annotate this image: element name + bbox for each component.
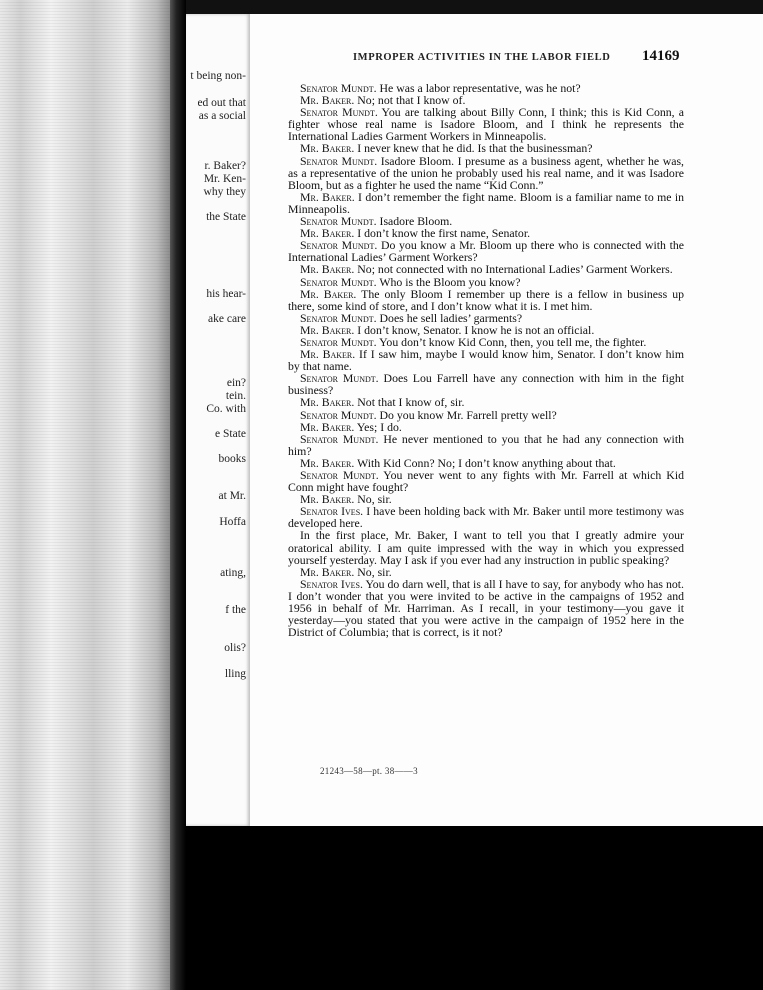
prev-page-line: olis?: [224, 642, 246, 654]
speaker-name: Mr. Baker.: [300, 226, 355, 241]
speech-text: Does Lou Farrell have any connection with him in the fight business?: [288, 371, 685, 398]
prev-page-line: tein.: [225, 390, 246, 402]
speaker-name: Senator Ives.: [300, 504, 364, 519]
prev-page-line: e State: [215, 428, 246, 440]
transcript-paragraph: [288, 433, 684, 457]
prev-page-line: as a social: [198, 110, 246, 122]
speaker-name: Mr. Baker.: [300, 564, 355, 579]
speaker-name: Mr. Baker.: [300, 419, 355, 434]
speech-text: Do you know a Mr. Bloom up there who is connected with the International Ladies’ Garment Workers?: [288, 238, 685, 265]
transcript-paragraph: [288, 288, 684, 312]
speaker-name: Senator Mundt.: [300, 407, 377, 422]
speech-text: The only Bloom I remember up there is a fellow in business up there, some kind of store, and I don’t know what it is. I met him.: [288, 286, 685, 313]
transcript-paragraph: [288, 372, 684, 396]
prev-page-line: lling: [224, 668, 246, 680]
speech-text: Does he sell ladies’ garments?: [376, 310, 523, 325]
page-number: 14169: [642, 48, 680, 64]
speaker-name: Mr. Baker.: [300, 395, 355, 410]
speaker-name: Mr. Baker.: [300, 455, 355, 470]
speech-text: You don’t know Kid Conn, then, you tell me, the fighter.: [376, 334, 647, 349]
speech-text: I don’t know the first name, Senator.: [354, 226, 531, 241]
prev-page-line: Hoffa: [219, 516, 246, 528]
transcript-paragraph: [288, 529, 684, 565]
speech-text: You do darn well, that is all I have to say, for anybody who has not. I don’t wonder that you were invited to be active in the campaigns of 1952 and 1956 in behalf of Mr. Harriman. As I recall, in your testimony—you gave it yesterday—you stated that you were active in the campaign of 1952 here in the District of Columbia; that is correct, is it not?: [288, 576, 684, 640]
speaker-name: Mr. Baker.: [300, 347, 356, 362]
previous-page-edge: [186, 14, 250, 826]
transcript-paragraph: [288, 106, 684, 142]
speaker-name: Mr. Baker.: [300, 189, 355, 204]
prev-page-line: books: [218, 453, 246, 465]
transcript-body: [288, 82, 684, 638]
speaker-name: Senator Mundt.: [300, 214, 377, 229]
speech-text: No; not connected with no International Ladies’ Garment Workers.: [354, 262, 673, 277]
scanner-edge: [0, 0, 170, 990]
prev-page-line: Co. with: [206, 403, 246, 415]
speaker-name: Senator Mundt.: [300, 274, 377, 289]
speaker-name: Mr. Baker.: [300, 322, 355, 337]
transcript-paragraph: [288, 191, 684, 215]
running-header: IMPROPER ACTIVITIES IN THE LABOR FIELD: [353, 52, 611, 63]
speaker-name: Mr. Baker.: [300, 141, 355, 156]
speech-text: If I saw him, maybe I would know him, Senator. I don’t know him by that name.: [288, 347, 685, 374]
prev-page-line: his hear-: [206, 288, 246, 300]
speech-text: You are talking about Billy Conn, I think; this is Kid Conn, a fighter whose real name is Isadore Bloom, and I think he represents the International Ladies Garment Workers in Minneapolis.: [288, 105, 685, 144]
speaker-name: Senator Mundt.: [300, 334, 377, 349]
speech-text: Not that I know of, sir.: [354, 395, 465, 410]
speech-text: Who is the Bloom you know?: [376, 274, 521, 289]
prev-page-line: at Mr.: [218, 490, 246, 502]
speaker-name: Senator Ives.: [300, 576, 363, 591]
speech-text: No, sir.: [354, 564, 392, 579]
speaker-name: Senator Mundt.: [300, 105, 378, 120]
scan-top-border: [186, 0, 763, 14]
speech-text: Do you know Mr. Farrell pretty well?: [376, 407, 557, 422]
speaker-name: Mr. Baker.: [300, 286, 357, 301]
speech-text: With Kid Conn? No; I don’t know anything about that.: [354, 455, 616, 470]
transcript-paragraph: [288, 469, 684, 493]
speaker-name: Senator Mundt.: [300, 468, 379, 482]
transcript-paragraph: [288, 505, 684, 529]
document-page: [250, 14, 763, 826]
speaker-name: Senator Mundt.: [300, 238, 378, 253]
speech-text: Isadore Bloom.: [376, 214, 453, 229]
transcript-paragraph: [288, 239, 684, 263]
transcript-paragraph: [288, 578, 684, 638]
speaker-name: Senator Mundt.: [300, 153, 378, 168]
prev-page-line: ating,: [220, 567, 246, 579]
transcript-paragraph: [288, 155, 684, 191]
speech-text: No, sir.: [354, 492, 392, 507]
prev-page-line: t being non-: [190, 70, 246, 82]
speaker-name: Senator Mundt.: [300, 81, 377, 95]
speaker-name: Mr. Baker.: [300, 262, 355, 277]
speech-text: He was a labor representative, was he not?: [376, 81, 581, 95]
speech-text: I don’t remember the fight name. Bloom is a familiar name to me in Minneapolis.: [288, 189, 684, 216]
speech-text: I never knew that he did. Is that the businessman?: [354, 141, 593, 156]
prev-page-line: f the: [225, 604, 246, 616]
prev-page-line: ed out that: [197, 97, 246, 109]
speaker-name: Mr. Baker.: [300, 492, 355, 507]
speech-text: No; not that I know of.: [354, 93, 466, 108]
transcript-paragraph: [288, 348, 684, 372]
book-binding: [170, 0, 186, 990]
prev-page-line: r. Baker?: [204, 160, 246, 172]
prev-page-line: ake care: [208, 313, 246, 325]
speech-text: In the first place, Mr. Baker, I want to tell you that I greatly admire your oratorical ability. I am quite impressed with the way in which you expressed yourself yesterday. May I ask if you ever had any instruction in public speaking?: [288, 528, 684, 567]
speaker-name: Mr. Baker.: [300, 93, 355, 108]
speech-text: You never went to any fights with Mr. Farrell at which Kid Conn might have fought?: [288, 468, 684, 495]
speaker-name: Senator Mundt.: [300, 431, 379, 446]
speech-text: Isadore Bloom. I presume as a business agent, whether he was, as a representative of the union he probably used his real name, and it was Isadore Bloom, but as a fighter he used the name “Kid Conn.”: [288, 153, 685, 192]
speech-text: I have been holding back with Mr. Baker until more testimony was developed here.: [288, 504, 684, 531]
prev-page-line: Mr. Ken-: [203, 173, 246, 185]
prev-page-line: the State: [206, 211, 246, 223]
speech-text: He never mentioned to you that he had any connection with him?: [288, 431, 685, 458]
prev-page-line: ein?: [226, 377, 246, 389]
speech-text: I don’t know, Senator. I know he is not an official.: [354, 322, 595, 337]
prev-page-line: why they: [203, 186, 246, 198]
speaker-name: Senator Mundt.: [300, 310, 377, 325]
speech-text: Yes; I do.: [354, 419, 402, 434]
print-job-footer: 21243—58—pt. 38——3: [320, 766, 418, 776]
speaker-name: Senator Mundt.: [300, 371, 379, 386]
